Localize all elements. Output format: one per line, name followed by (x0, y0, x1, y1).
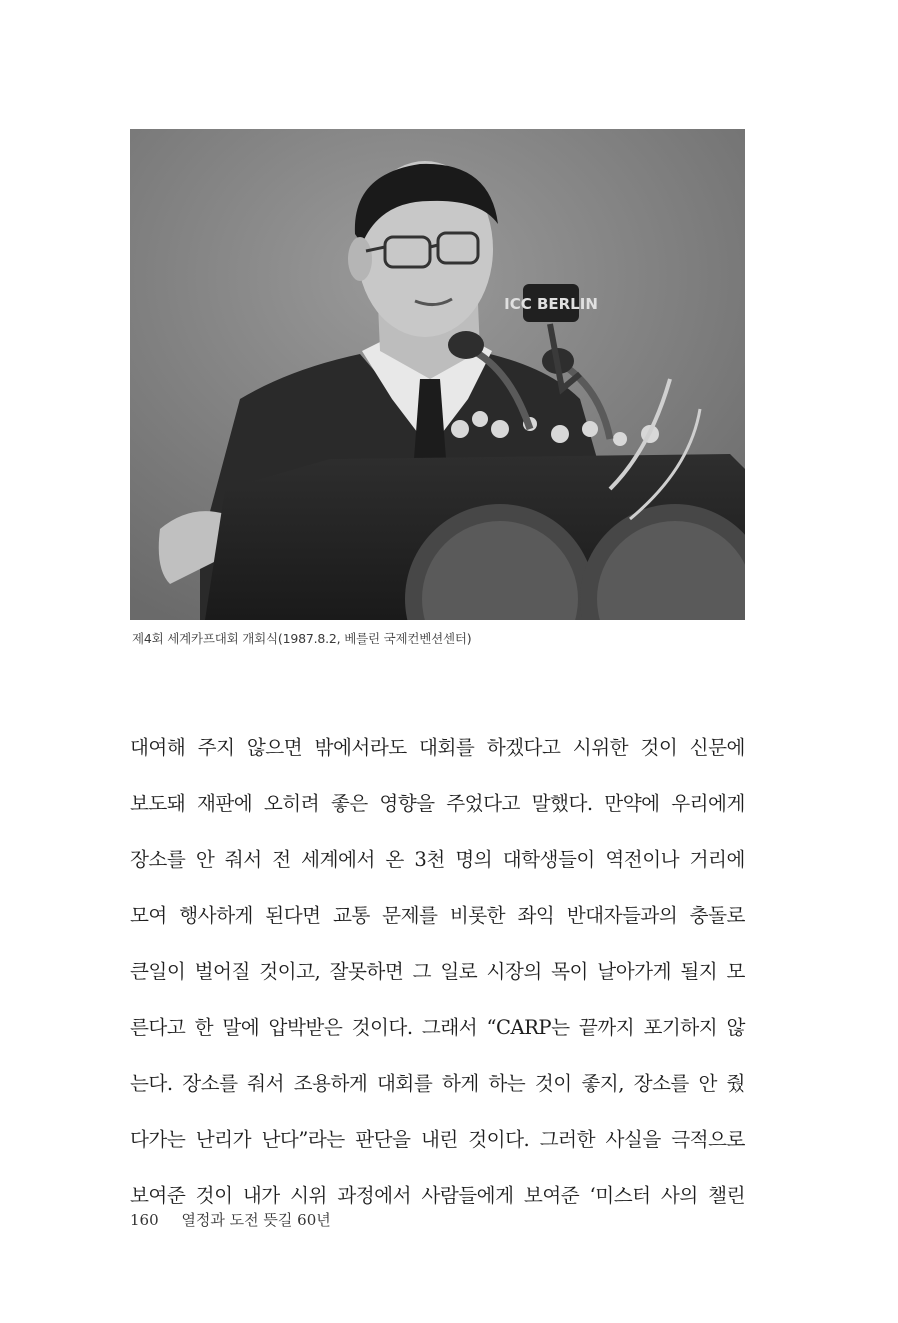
body-word: 목이 (551, 960, 588, 983)
body-word: 될지 (680, 960, 718, 983)
body-word: 사람들에게 (421, 1184, 514, 1207)
body-word: 주지 (197, 736, 235, 759)
body-word: 날아가게 (597, 960, 671, 983)
body-word: 역전이나 (605, 848, 680, 871)
body-word: 사실을 (605, 1128, 661, 1151)
body-word: 그래서 (421, 1016, 478, 1039)
body-word: 않 (726, 1016, 745, 1039)
body-word: 난리가 (195, 1128, 252, 1151)
body-word: 세계에서 (301, 848, 375, 871)
body-word: 한 (194, 1016, 214, 1039)
body-word: 챌린 (708, 1184, 745, 1207)
body-word: 른다고 (130, 1016, 186, 1039)
body-word: 그러한 (539, 1128, 596, 1151)
body-word: 모여 (130, 904, 167, 927)
body-word: 장소를 (182, 1072, 238, 1095)
body-word: 잘못하면 (329, 960, 404, 983)
body-word: 말했다. (531, 792, 593, 815)
body-word: 일로 (440, 960, 478, 983)
body-word: 내린 (420, 1128, 458, 1151)
body-word: 사의 (660, 1184, 698, 1207)
body-word: 난다”라는 (261, 1128, 345, 1151)
body-word: 다가는 (130, 1128, 186, 1151)
body-word: 것이 (195, 1184, 233, 1207)
body-word: 대회를 (376, 1072, 433, 1095)
body-word: 안 (698, 1072, 717, 1095)
body-word: 하는 (488, 1072, 526, 1095)
body-word: 포기하지 (643, 1016, 718, 1039)
body-word: 하게 (441, 1072, 479, 1095)
body-word: 끝까지 (578, 1016, 635, 1039)
body-word: 시위 (290, 1184, 327, 1207)
body-line (130, 944, 745, 1000)
body-word: 좋지, (581, 1072, 624, 1095)
body-word: 주었다고 (446, 792, 520, 815)
body-word: 않으면 (246, 736, 303, 759)
body-word: 것이다. (468, 1128, 530, 1151)
body-word: 큰일이 (130, 960, 186, 983)
body-paragraph (130, 720, 745, 1224)
body-word: 줘서 (247, 1072, 284, 1095)
body-word: 압박받은 (268, 1016, 343, 1039)
body-word: 대학생들이 (502, 848, 595, 871)
body-word: 과정에서 (337, 1184, 412, 1207)
body-word: 우리에게 (671, 792, 745, 815)
body-word: 거리에 (689, 848, 745, 871)
body-word: 재판에 (196, 792, 253, 815)
body-word: 3천 (414, 848, 445, 871)
body-word: 영향을 (379, 792, 435, 815)
body-line (130, 720, 745, 776)
body-word: 조용하게 (293, 1072, 368, 1095)
body-line (130, 1000, 745, 1056)
body-word: 행사하게 (179, 904, 253, 927)
body-word: 장소를 (633, 1072, 689, 1095)
body-word: “CARP는 (486, 1016, 570, 1039)
body-word: 내가 (242, 1184, 280, 1207)
body-word: 비롯한 (449, 904, 506, 927)
body-line (130, 832, 745, 888)
body-word: 것이다. (351, 1016, 413, 1039)
body-line (130, 776, 745, 832)
photo-caption: 제4회 세계카프대회 개회식(1987.8.2, 베를린 국제컨벤션센터) (132, 631, 472, 646)
body-word: 대회를 (419, 736, 475, 759)
body-word: 보도돼 (130, 792, 186, 815)
body-word: 것이 (640, 736, 678, 759)
body-word: 장소를 (130, 848, 186, 871)
body-word: 만약에 (604, 792, 660, 815)
body-word: 밖에서라도 (314, 736, 407, 759)
speaker-photo (130, 129, 745, 620)
page-footer (130, 1209, 331, 1230)
body-word: 된다면 (265, 904, 321, 927)
body-word: 하겠다고 (486, 736, 561, 759)
body-word: 보여준 (130, 1184, 186, 1207)
body-word: 신문에 (689, 736, 745, 759)
body-word: 줬 (726, 1072, 745, 1095)
page-number: 160 (130, 1211, 159, 1229)
body-word: 충돌로 (689, 904, 745, 927)
body-word: 좋은 (330, 792, 368, 815)
body-line (130, 1112, 745, 1168)
body-word: 것이 (534, 1072, 572, 1095)
body-word: 전 (272, 848, 291, 871)
body-word: 줘서 (224, 848, 262, 871)
body-word: 판단을 (355, 1128, 411, 1151)
body-word: 시위한 (572, 736, 629, 759)
body-word: 문제를 (382, 904, 438, 927)
body-word: 안 (195, 848, 215, 871)
body-word: 오히려 (263, 792, 320, 815)
body-word: 교통 (332, 904, 370, 927)
body-word: 그 (412, 960, 432, 983)
body-word: 벌어질 (194, 960, 250, 983)
body-word: 것이고, (259, 960, 321, 983)
mic-logo-text: ICC BERLIN (504, 295, 598, 313)
book-title: 열정과 도전 뜻길 60년 (181, 1211, 331, 1229)
body-word: 말에 (222, 1016, 260, 1039)
body-word: 명의 (455, 848, 493, 871)
body-word: ‘미스터 (589, 1184, 651, 1207)
body-word: 모 (726, 960, 745, 983)
body-word: 시장의 (486, 960, 542, 983)
body-line (130, 1056, 745, 1112)
body-word: 좌익 (517, 904, 555, 927)
body-word: 반대자들과의 (566, 904, 678, 927)
body-word: 극적으로 (671, 1128, 745, 1151)
body-word: 보여준 (523, 1184, 580, 1207)
body-word: 대여해 (130, 736, 186, 759)
body-word: 온 (385, 848, 404, 871)
body-line (130, 888, 745, 944)
body-word: 는다. (130, 1072, 173, 1095)
